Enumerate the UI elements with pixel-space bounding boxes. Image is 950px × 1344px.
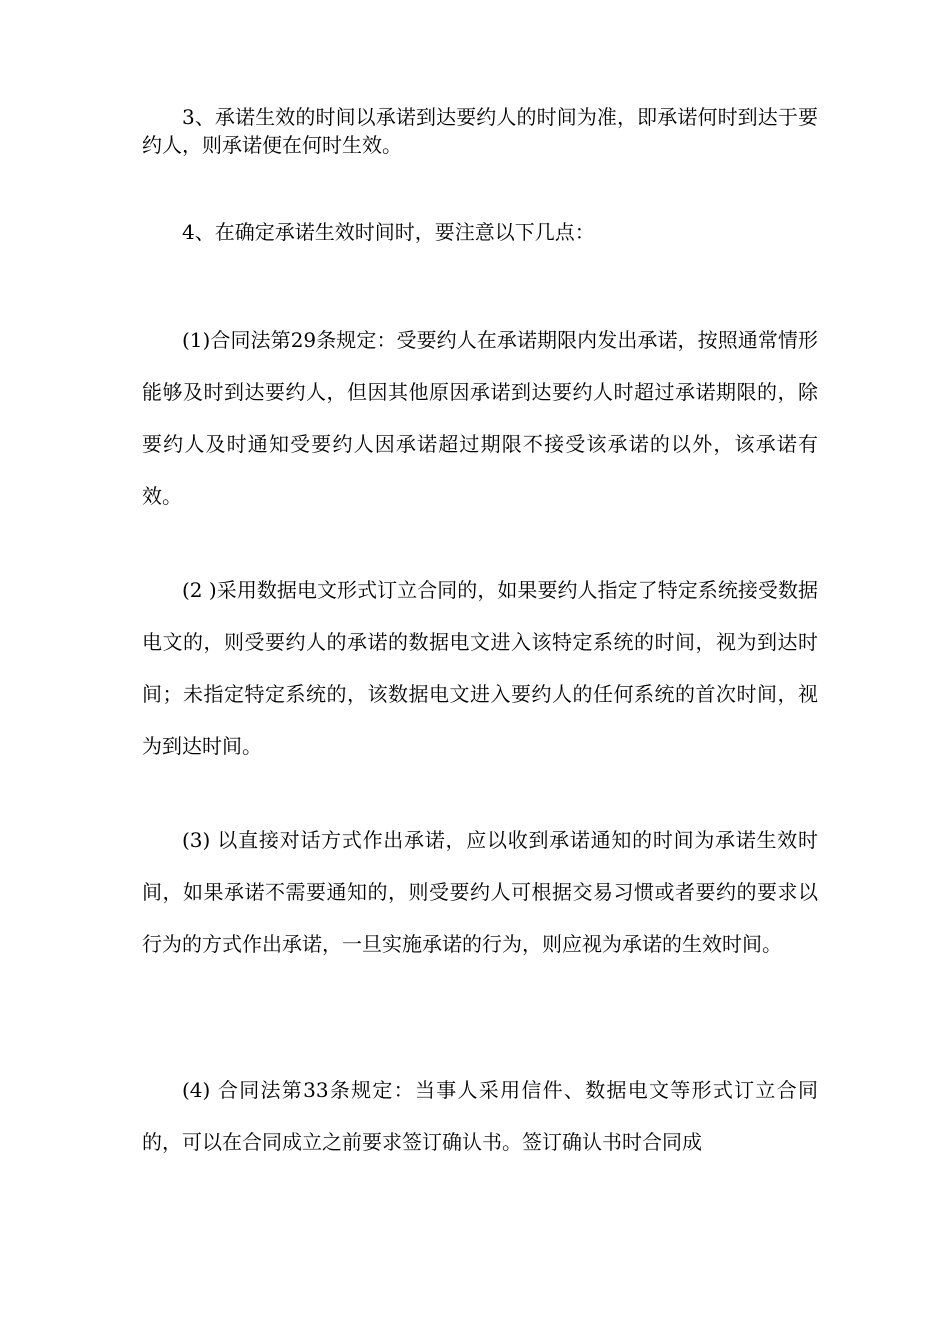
paragraph-acceptance-effective-time: 3、承诺生效的时间以承诺到达要约人的时间为准，即承诺何时到达于要约人，则承诺便在何时生效。 <box>142 105 818 157</box>
paragraph-item-1: (1)合同法第29条规定：受要约人在承诺期限内发出承诺，按照通常情形能够及时到达要约人，但因其他原因承诺到达要约人时超过承诺期限的，除要约人及时通知受要约人因承诺超过期限不接受该承诺的以外，该承诺有效。 <box>142 328 818 508</box>
paragraph-item-2: (2 )采用数据电文形式订立合同的，如果要约人指定了特定系统接受数据电文的，则受要约人的承诺的数据电文进入该特定系统的时间，视为到达时间；未指定特定系统的，该数据电文进入要约人的任何系统的首次时间，视为到达时间。 <box>142 578 818 758</box>
paragraph-notes-intro: 4、在确定承诺生效时间时，要注意以下几点： <box>182 220 595 244</box>
paragraph-item-3: (3) 以直接对话方式作出承诺，应以收到承诺通知的时间为承诺生效时间，如果承诺不需要通知的，则受要约人可根据交易习惯或者要约的要求以行为的方式作出承诺，一旦实施承诺的行为，则应视为承诺的生效时间。 <box>142 828 818 956</box>
paragraph-item-4: (4) 合同法第33条规定：当事人采用信件、数据电文等形式订立合同的，可以在合同成立之前要求签订确认书。签订确认书时合同成 <box>142 1078 818 1154</box>
